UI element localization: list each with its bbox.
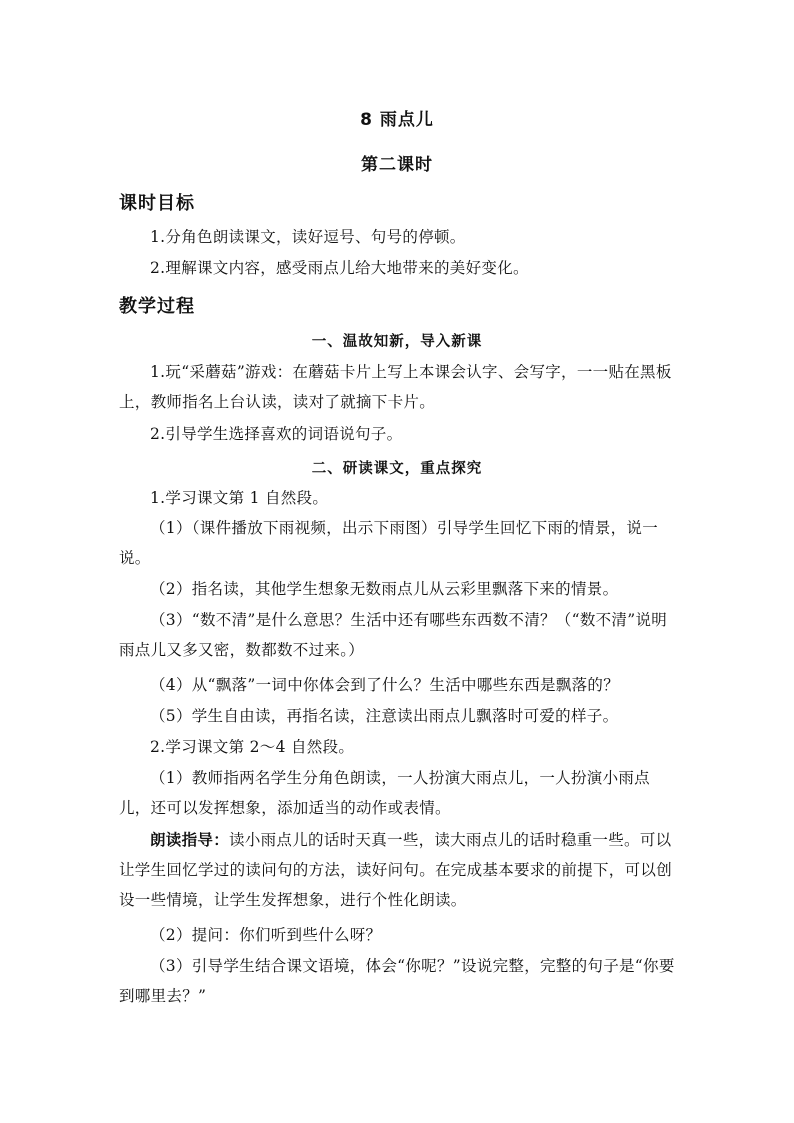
section1-heading: 一、温故知新，导入新课 [311, 334, 483, 350]
lesson-title: 8 雨点儿 [360, 110, 434, 130]
goal-item: 1.分角色朗读课文，读好逗号、句号的停顿。 [150, 228, 466, 246]
reading-guide [119, 825, 675, 915]
paragraph: （4）从“飘落”一词中你体会到了什么？生活中哪些东西是飘落的？ [150, 676, 620, 694]
paragraph: （3）引导学生结合课文语境，体会“你呢？”设说完整，完整的句子是“你要到哪里去？” [119, 957, 675, 1005]
paragraph: （1）（课件播放下雨视频，出示下雨图）引导学生回忆下雨的情景，说一说。 [119, 519, 659, 567]
process-heading: 教学过程 [119, 296, 195, 317]
paragraph: （2）提问：你们听到些什么呀？ [150, 926, 382, 944]
paragraph: （2）指名读，其他学生想象无数雨点儿从云彩里飘落下来的情景。 [150, 580, 619, 598]
goals-heading: 课时目标 [119, 193, 195, 214]
paragraph: 2.引导学生选择喜欢的词语说句子。 [150, 425, 403, 443]
paragraph: 1.学习课文第 1 自然段。 [150, 489, 329, 507]
paragraph: 1.玩“采蘑菇”游戏：在蘑菇卡片上写上本课会认字、会写字，一一贴在黑板上，教师指名上台认读，读对了就摘下卡片。 [119, 363, 672, 411]
reading-guide-text: 读小雨点儿的话时天真一些，读大雨点儿的话时稳重一些。可以让学生回忆学过的读问句的方法，读好问句。在完成基本要求的前提下，可以创设一些情境，让学生发挥想象，进行个性化朗读。 [119, 831, 673, 909]
goal-item: 2.理解课文内容，感受雨点儿给大地带来的美好变化。 [150, 259, 529, 277]
paragraph: （5）学生自由读，再指名读，注意读出雨点儿飘落时可爱的样子。 [150, 707, 619, 725]
section2-heading: 二、研读课文，重点探究 [311, 461, 483, 477]
lesson-subtitle: 第二课时 [361, 155, 433, 175]
paragraph: 2.学习课文第 2～4 自然段。 [150, 738, 355, 756]
paragraph: （1）教师指两名学生分角色朗读，一人扮演大雨点儿，一人扮演小雨点儿，还可以发挥想象，添加适当的动作或表情。 [119, 769, 650, 817]
reading-guide-label: 朗读指导： [150, 831, 230, 849]
paragraph: （3）“数不清”是什么意思？生活中还有哪些东西数不清？（“数不清”说明雨点儿又多又密，数都数不过来。） [119, 611, 668, 659]
